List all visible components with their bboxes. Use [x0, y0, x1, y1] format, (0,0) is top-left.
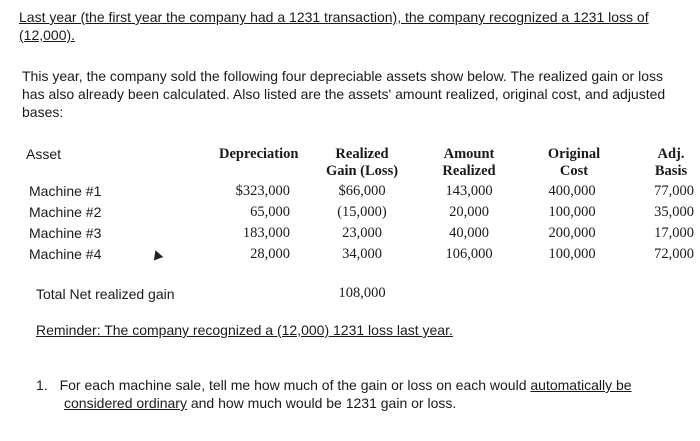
- table-cell-gain: 34,000: [342, 246, 382, 262]
- header-realized-gain-line1: Realized: [335, 146, 389, 162]
- paragraph-line-3: bases:: [22, 104, 64, 120]
- intro-text: [19, 8, 679, 44]
- table-cell-gain: 23,000: [342, 225, 382, 241]
- intro-line-1: Last year (the first year the company had a 1231 transaction), the company recognized a 1231 loss of: [19, 9, 649, 25]
- header-asset: Asset: [26, 146, 62, 162]
- intro-line-2: (12,000).: [19, 27, 76, 43]
- question-text-b: automatically be: [530, 377, 632, 393]
- table-cell-basis: 72,000: [654, 246, 694, 262]
- header-original-line1: Original: [547, 146, 601, 162]
- table-row-asset: Machine #3: [29, 225, 102, 241]
- realized-gain-column: [320, 181, 404, 265]
- question-text-a: For each machine sale, tell me how much of the gain or loss on each would: [59, 377, 527, 393]
- depreciation-column: [220, 181, 290, 265]
- header-amount-realized: [436, 146, 502, 180]
- table-row-asset: Machine #4: [29, 246, 102, 262]
- table-cell-amount: 106,000: [445, 246, 493, 262]
- total-label: Total Net realized gain: [36, 286, 175, 302]
- adj-basis-column: [630, 181, 694, 265]
- table-cell-gain: $66,000: [338, 183, 386, 199]
- header-amount-line2: Realized: [442, 163, 496, 179]
- table-cell-gain: (15,000): [337, 204, 387, 220]
- table-cell-amount: 40,000: [449, 225, 489, 241]
- reminder-text: Reminder: The company recognized a (12,000) 1231 loss last year.: [36, 322, 453, 338]
- table-cell-basis: 77,000: [654, 183, 694, 199]
- table-cell-cost: 200,000: [548, 225, 596, 241]
- table-cell-depreciation: 65,000: [250, 204, 290, 220]
- table-cell-amount: 143,000: [445, 183, 493, 199]
- paragraph-line-1: This year, the company sold the following four depreciable assets show below. The realized gain or loss: [22, 68, 663, 84]
- paragraph-line-2: has also already been calculated. Also listed are the assets' amount realized, original cost, and adjusted: [22, 86, 666, 102]
- table-cell-cost: 100,000: [548, 246, 596, 262]
- header-realized-gain-line2: Gain (Loss): [325, 163, 399, 179]
- table-cell-cost: 400,000: [548, 183, 596, 199]
- table-cell-depreciation: 28,000: [250, 246, 290, 262]
- table-cell-cost: 100,000: [548, 204, 596, 220]
- table-cell-amount: 20,000: [449, 204, 489, 220]
- question-item: [36, 376, 656, 412]
- header-realized-gain: [320, 146, 404, 180]
- table-row-asset: Machine #2: [29, 204, 102, 220]
- asset-column: [29, 181, 101, 265]
- amount-realized-column: [436, 181, 502, 265]
- header-amount-line1: Amount: [443, 146, 495, 162]
- table-cell-depreciation: 183,000: [242, 225, 290, 241]
- header-adj-basis: [646, 146, 696, 180]
- table-cell-depreciation: $323,000: [235, 183, 290, 199]
- description-paragraph: [22, 67, 682, 121]
- question-number: 1.: [36, 377, 48, 393]
- table-cell-basis: 17,000: [654, 225, 694, 241]
- header-original-line2: Cost: [559, 163, 589, 179]
- header-adj-line1: Adj.: [657, 146, 685, 162]
- question-text-c: considered ordinary: [64, 395, 187, 411]
- original-cost-column: [539, 181, 605, 265]
- total-value: 108,000: [338, 285, 386, 301]
- table-cell-basis: 35,000: [654, 204, 694, 220]
- header-depreciation: Depreciation: [219, 146, 299, 162]
- header-adj-line2: Basis: [654, 163, 688, 179]
- header-original-cost: [541, 146, 607, 180]
- question-text-d: and how much would be 1231 gain or loss.: [190, 395, 457, 411]
- table-row-asset: Machine #1: [29, 183, 102, 199]
- mouse-cursor-icon: [151, 249, 163, 261]
